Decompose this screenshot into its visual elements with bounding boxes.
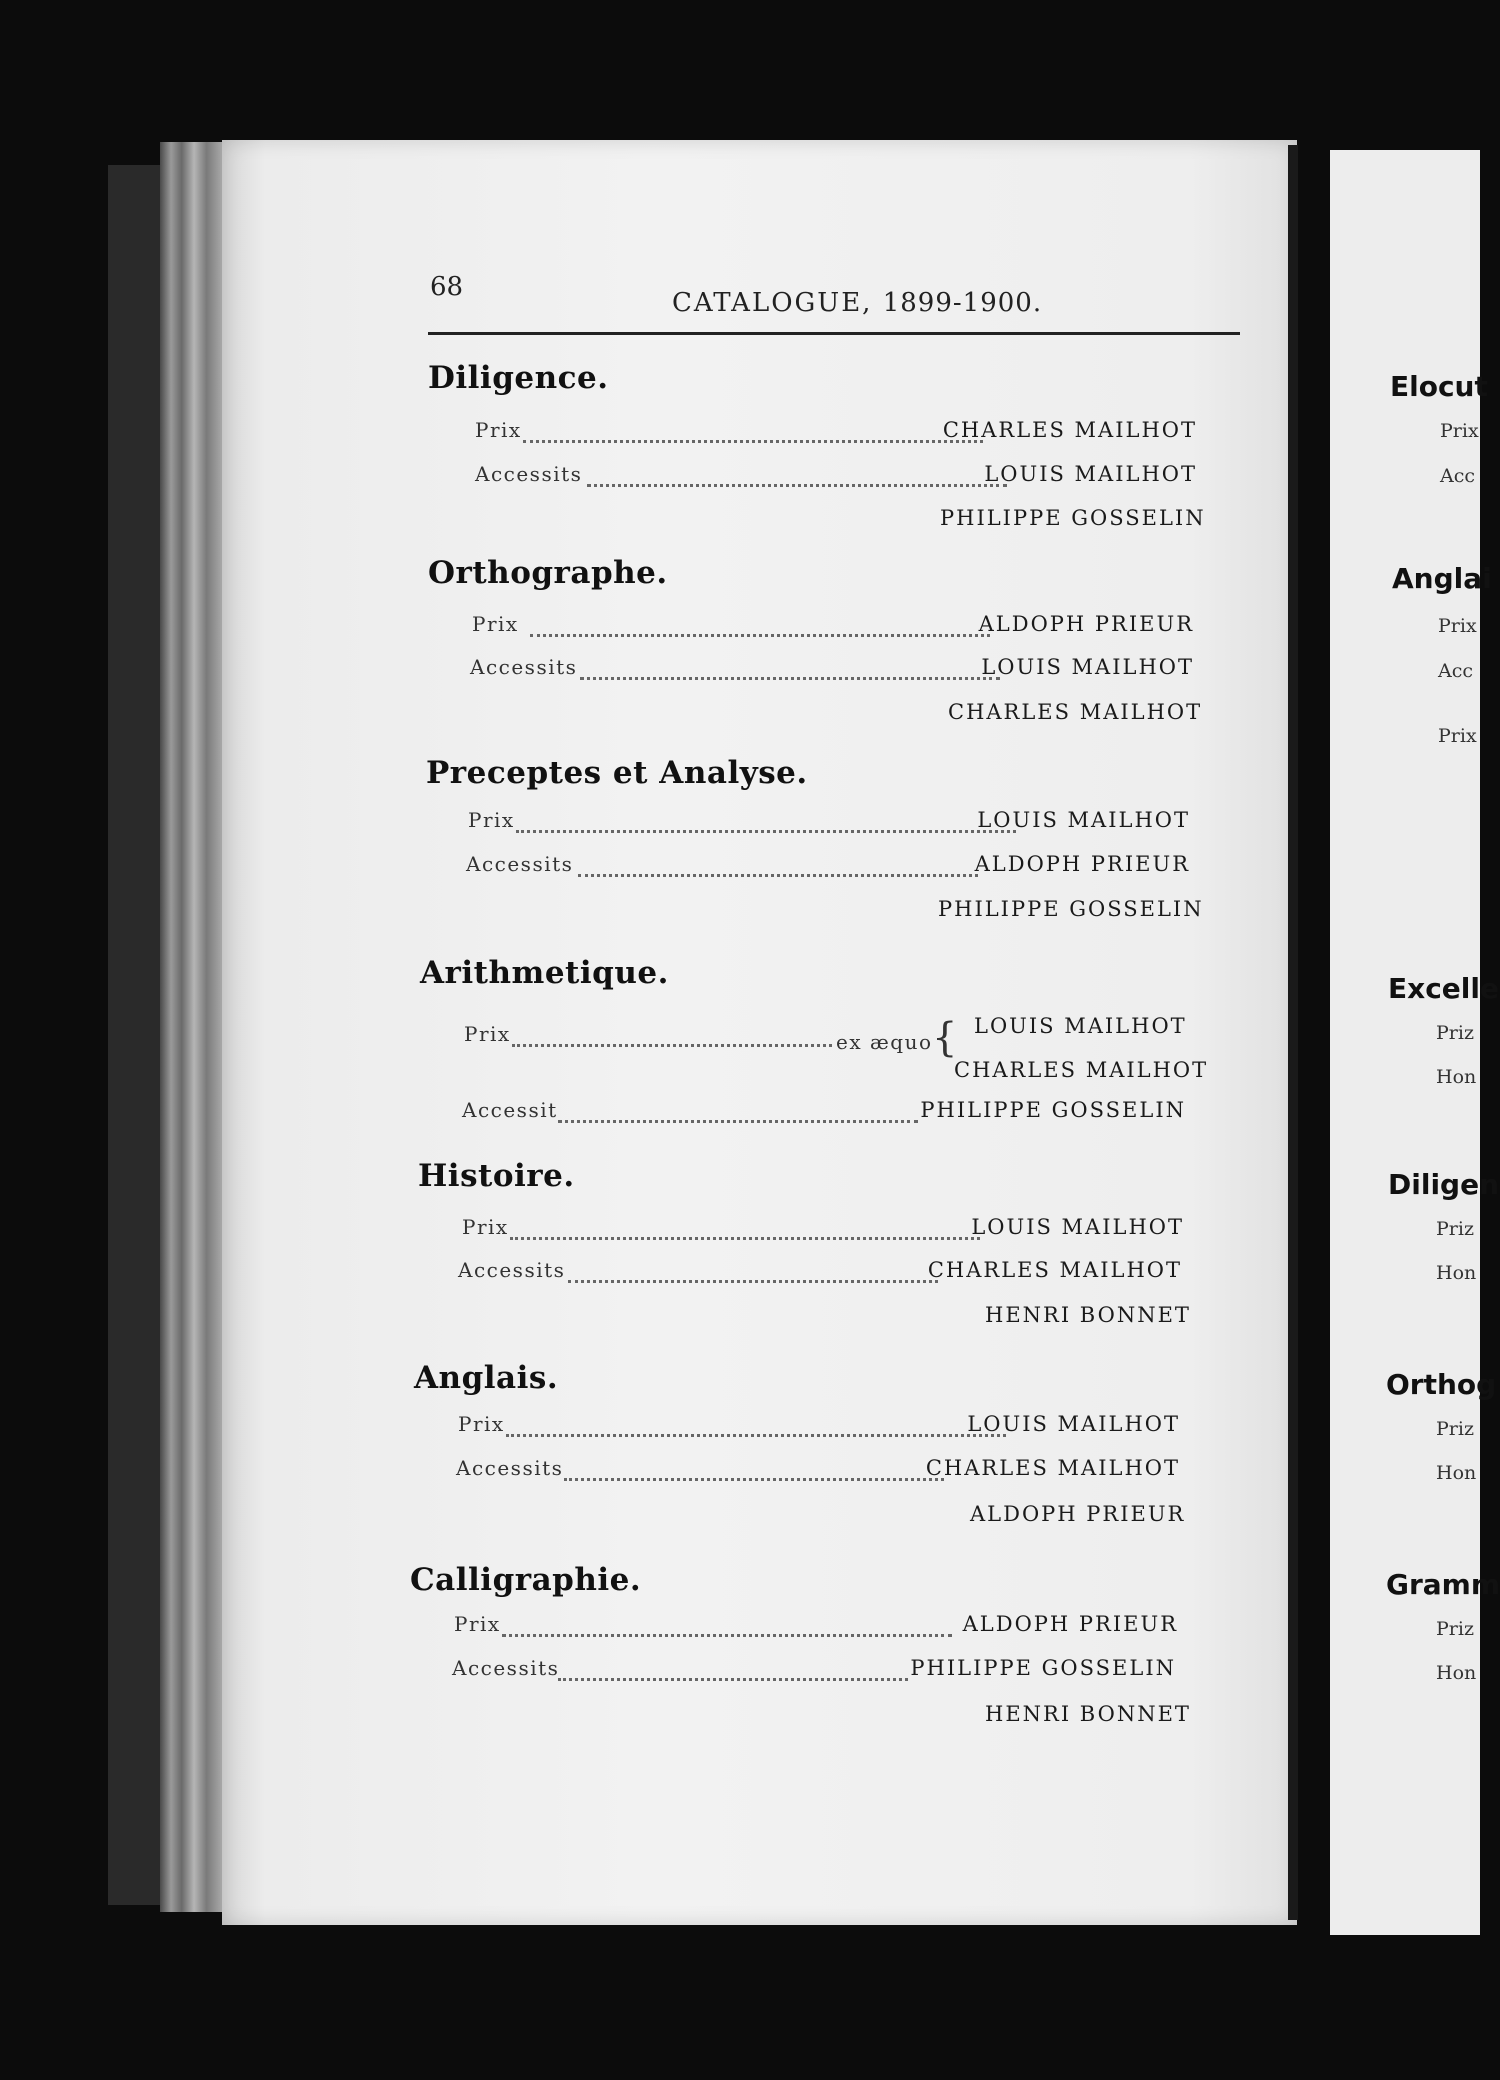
- facing-line: Hon: [1436, 1662, 1477, 1684]
- page-number: 68: [430, 272, 464, 302]
- facing-heading: Excelle: [1388, 972, 1499, 1005]
- leader-dots: [580, 661, 1000, 680]
- brace-glyph: {: [932, 1015, 958, 1061]
- prix-label: Prix: [458, 1412, 505, 1436]
- leader-dots: [512, 1028, 832, 1047]
- accessit-winner-2: HENRI BONNET: [985, 1303, 1191, 1327]
- accessit-row-histoire: [458, 1258, 1182, 1288]
- accessit-winner-2: HENRI BONNET: [985, 1702, 1191, 1726]
- leader-dots: [564, 1462, 944, 1481]
- accessit-winner: CHARLES MAILHOT: [925, 1456, 1180, 1480]
- prize-winner: ALDOPH PRIEUR: [962, 1612, 1178, 1636]
- accessit-row-orthographe: [470, 655, 1194, 685]
- leader-dots: [568, 1264, 938, 1283]
- prize-winner: LOUIS MAILHOT: [977, 808, 1190, 832]
- leader-dots: [506, 1418, 1006, 1437]
- leader-dots: [578, 858, 978, 877]
- header-rule: [428, 332, 1240, 335]
- facing-heading: Diligen: [1388, 1168, 1500, 1201]
- facing-line: Priz: [1436, 1418, 1474, 1440]
- accessit-row-diligence: [475, 462, 1197, 492]
- leader-dots: [510, 1221, 980, 1240]
- accessits-label: Accessits: [452, 1656, 560, 1680]
- accessit-winner-2: PHILIPPE GOSSELIN: [940, 506, 1206, 530]
- leader-dots: [558, 1662, 908, 1681]
- accessit-row-preceptes: [466, 852, 1190, 882]
- prix-label: Prix: [468, 808, 515, 832]
- leader-dots: [516, 814, 1016, 833]
- prix-label: Prix: [454, 1612, 501, 1636]
- accessit-winner: CHARLES MAILHOT: [927, 1258, 1182, 1282]
- facing-heading: Anglai: [1392, 562, 1492, 595]
- accessit-winner: LOUIS MAILHOT: [981, 655, 1194, 679]
- running-head: [672, 288, 1042, 318]
- accessit-winner: LOUIS MAILHOT: [984, 462, 1197, 486]
- section-title-calligraphie: Calligraphie.: [410, 1562, 642, 1598]
- facing-line: Acc: [1438, 660, 1474, 682]
- facing-heading: Gramm: [1386, 1568, 1500, 1601]
- prize-winner: LOUIS MAILHOT: [971, 1215, 1184, 1239]
- prize-winner: CHARLES MAILHOT: [942, 418, 1197, 442]
- book-binding-shadow: [108, 165, 166, 1905]
- facing-page: [1330, 150, 1500, 1935]
- facing-line: Prix: [1440, 420, 1479, 442]
- section-title-preceptes: Preceptes et Analyse.: [426, 755, 808, 791]
- book-page-edges: [160, 142, 222, 1912]
- leader-dots: [530, 618, 990, 637]
- prix-label: Prix: [464, 1022, 511, 1046]
- page-gutter: [1288, 145, 1298, 1920]
- accessits-label: Accessits: [470, 655, 578, 679]
- prix-label: Prix: [472, 612, 519, 636]
- section-title-anglais: Anglais.: [414, 1360, 559, 1396]
- accessit-winner-2: ALDOPH PRIEUR: [970, 1502, 1186, 1526]
- facing-line: Priz: [1436, 1618, 1474, 1640]
- facing-line: Hon: [1436, 1262, 1477, 1284]
- leader-dots: [523, 424, 983, 443]
- section-title-orthographe: Orthographe.: [428, 555, 668, 591]
- section-title-diligence: Diligence.: [428, 360, 609, 396]
- prix-label: Prix: [475, 418, 522, 442]
- prize-winner-2: CHARLES MAILHOT: [954, 1058, 1209, 1082]
- accessit-row-calligraphie: [452, 1656, 1176, 1686]
- facing-line: Prix: [1438, 725, 1477, 747]
- ex-aequo-note: ex æquo: [836, 1030, 933, 1054]
- accessits-label: Accessits: [466, 852, 574, 876]
- prize-row-calligraphie: [454, 1612, 1178, 1642]
- prize-winner: ALDOPH PRIEUR: [978, 612, 1194, 636]
- section-title-histoire: Histoire.: [418, 1158, 575, 1194]
- prix-label: Prix: [462, 1215, 509, 1239]
- prize-row-anglais: [458, 1412, 1180, 1442]
- prize-row-diligence: [475, 418, 1197, 448]
- prize-row-preceptes: [468, 808, 1190, 838]
- accessit-label: Accessit: [462, 1098, 558, 1122]
- accessits-label: Accessits: [475, 462, 583, 486]
- accessit-winner-2: PHILIPPE GOSSELIN: [938, 897, 1204, 921]
- facing-heading: Orthog: [1386, 1368, 1497, 1401]
- facing-line: Hon: [1436, 1462, 1477, 1484]
- accessits-label: Accessits: [458, 1258, 566, 1282]
- facing-line: Priz: [1436, 1022, 1474, 1044]
- leader-dots: [558, 1104, 918, 1123]
- accessits-label: Accessits: [456, 1456, 564, 1480]
- facing-line: Priz: [1436, 1218, 1474, 1240]
- prize-row-orthographe: [472, 612, 1194, 642]
- accessit-winner: PHILIPPE GOSSELIN: [920, 1098, 1186, 1122]
- leader-dots: [502, 1618, 952, 1637]
- facing-line: Prix: [1438, 615, 1477, 637]
- facing-line: Acc: [1440, 465, 1476, 487]
- accessit-winner-2: CHARLES MAILHOT: [948, 700, 1203, 724]
- prize-winner-1: LOUIS MAILHOT: [974, 1014, 1187, 1038]
- accessit-row-anglais: [456, 1456, 1180, 1486]
- prize-winner: LOUIS MAILHOT: [967, 1412, 1180, 1436]
- leader-dots: [587, 468, 1007, 487]
- facing-line: Hon: [1436, 1066, 1477, 1088]
- prize-row-arithmetique: [464, 1022, 844, 1052]
- prize-row-histoire: [462, 1215, 1184, 1245]
- running-head-years: 1899-1900.: [882, 288, 1043, 318]
- accessit-winner: ALDOPH PRIEUR: [974, 852, 1190, 876]
- accessit-winner: PHILIPPE GOSSELIN: [910, 1656, 1176, 1680]
- running-head-title: CATALOGUE,: [672, 288, 873, 318]
- facing-heading: Elocut: [1390, 370, 1488, 403]
- section-title-arithmetique: Arithmetique.: [420, 955, 669, 991]
- accessit-row-arithmetique: [462, 1098, 1186, 1128]
